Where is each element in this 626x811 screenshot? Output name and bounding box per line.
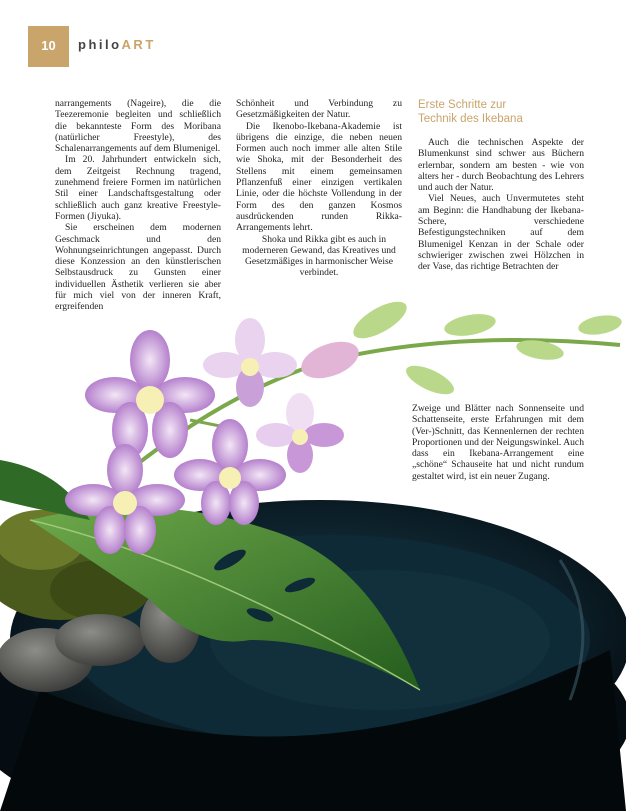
paragraph: narrangements (Nageire), die die Teezeremonie begleiten und schließlich die bekannteste Form des Moribana (natürlicher Freestyle), des Schalenarrangements auf dem Blumenigel. [55,98,221,155]
page-number: 10 [41,38,56,53]
bowl [0,500,626,811]
paragraph: Sie erscheinen dem modernen Geschmack und den Wohnungseinrichtungen angepasst. Durch diese Konzession an den künstlerischen Selbstausdruck zu Gunsten einer individuellen Ästhetik verlieren sie aber für mich viel von der inneren Kraft, ergreifenden [55,222,221,313]
moss [0,510,150,620]
magazine-brand [78,37,156,52]
heading-line-2: Technik des Ikebana [418,113,523,125]
paragraph: Shoka und Rikka gibt es auch in moderneren Gewand, das Kreatives und Gesetzmäßiges in harmonischer Weise verbindet. [242,233,396,279]
stones [0,587,200,692]
text-column-1 [55,98,221,313]
paragraph: Schönheit und Verbindung zu Gesetzmäßigkeiten der Natur. [236,98,402,121]
paragraph: Die Ikenobo-Ikebana-Akademie ist übrigens die einzige, die neben neuen Formen auch noch immer alle alten Stile wie Shoka, mit der Besonderheit des Stellens mit einem gemeinsamen Pflanzenfuß einer einzigen vertikalen Linie, oder die höchste Vollendung in der Form des den ganzen Kosmos ausdrückenden runden Rikka-Arrangements lehrt. [236,120,402,234]
orchid-flowers [65,318,344,554]
paragraph: Zweige und Blätter nach Sonnenseite und Schattenseite, erste Erfahrungen mit dem (Ver-)Schnitt, das Kennenlernen der rechten Proportionen und der Neigungswinkel. Auch dass ein Ikebana-Arrangement eine „schöne“ Schauseite hat und nicht rundum gestaltet wird, ist ein neuer Zugang. [412,403,584,482]
heading-line-1: Erste Schritte zur [418,99,507,111]
monstera-leaf [0,460,420,690]
orchid-buds [296,295,623,400]
text-column-4 [412,403,584,482]
paragraph: Im 20. Jahrhundert entwickeln sich, dem Zeitgeist Rechnung tragend, zunehmend freiere Formen im natürlichen Stil einer Landschaftsgestaltung oder schließlich auch ganz kreative Freestyle-Formen (Jiyuka). [55,154,221,222]
brand-prefix: philo [78,37,122,52]
paragraph: Viel Neues, auch Unvermutetes steht am Beginn: die Handhabung der Ikebana-Schere, verschiedene Befestigungstechniken auf dem Blumenigel Kenzan in der Schale oder schwieriger zwischen zwei Hölzchen in der Vase, das richtige Betrachten der [418,193,584,273]
section-heading [418,98,523,126]
text-column-2 [236,98,402,279]
text-column-3 [418,137,584,273]
paragraph: Auch die technischen Aspekte der Blumenkunst sind schwer aus Büchern erlernbar, sondern am besten - wie von alters her - durch Beobachtung des Lehrers und auch der Natur. [418,137,584,194]
brand-accent: ART [121,37,156,52]
